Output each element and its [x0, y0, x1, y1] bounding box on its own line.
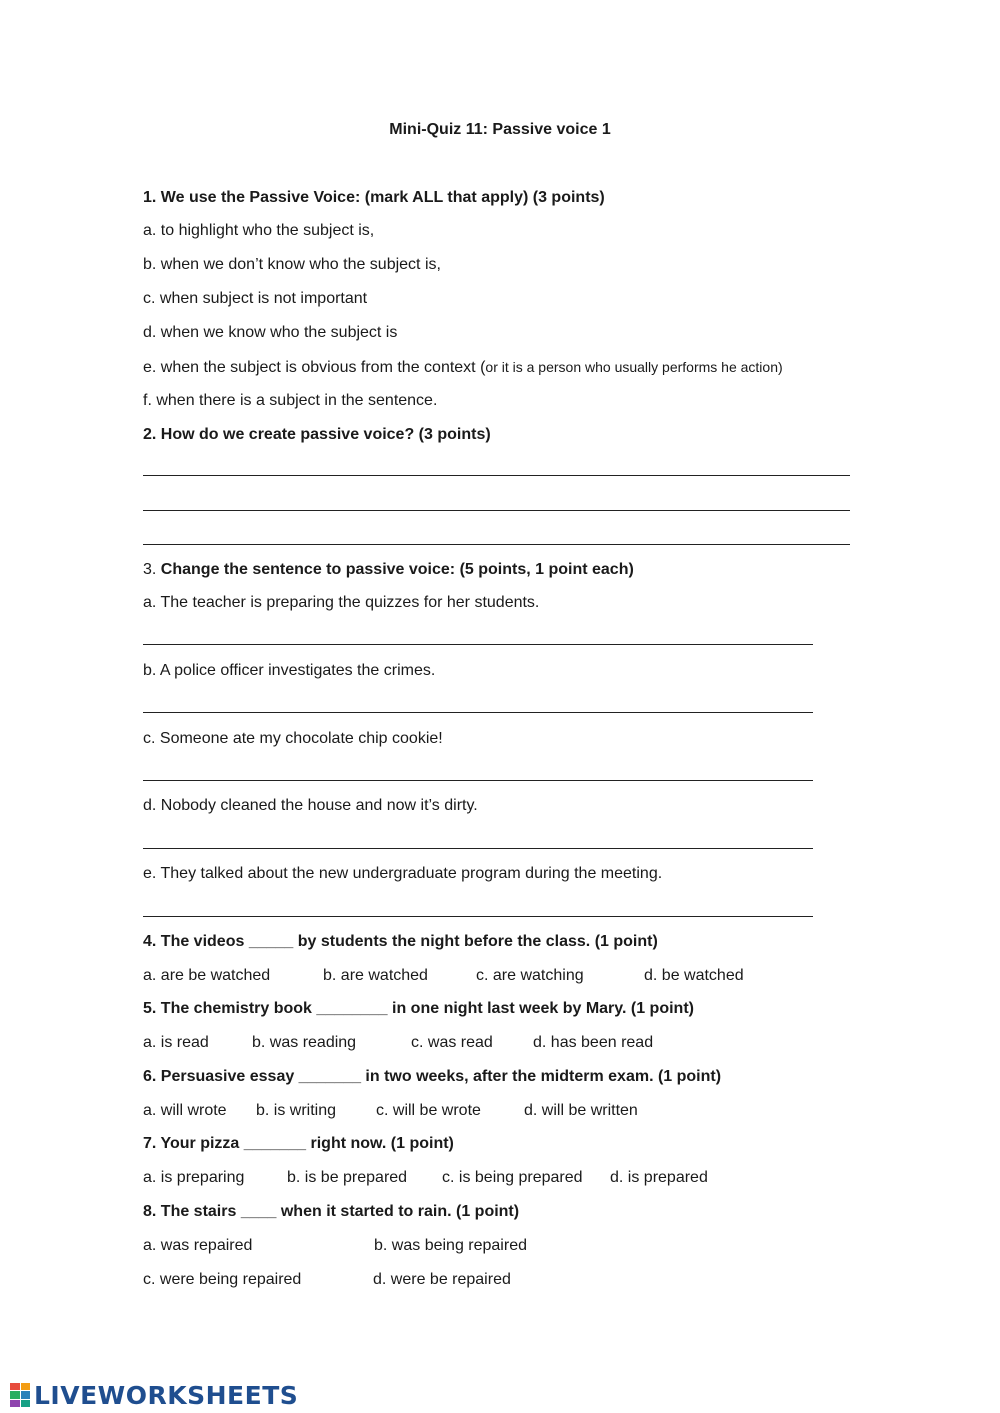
q8-option-c[interactable]: c. were being repaired [143, 1271, 302, 1288]
q2-answer-line-1[interactable] [143, 475, 850, 476]
q7-option-c[interactable]: c. is being prepared [442, 1169, 583, 1186]
q3-answer-line-d[interactable] [143, 848, 813, 849]
q7-option-d[interactable]: d. is prepared [610, 1169, 708, 1186]
q6-option-a[interactable]: a. will wrote [143, 1102, 227, 1119]
page-title: Mini-Quiz 11: Passive voice 1 [389, 121, 611, 138]
q3-answer-line-e[interactable] [143, 916, 813, 917]
q1-option-d[interactable]: d. when we know who the subject is [143, 324, 398, 341]
q8-heading: 8. The stairs ____ when it started to rain. (1 point) [143, 1203, 520, 1220]
q1-heading: 1. We use the Passive Voice: (mark ALL that apply) (3 points) [143, 189, 605, 206]
q8-option-b[interactable]: b. was being repaired [374, 1237, 527, 1254]
q1-option-c[interactable]: c. when subject is not important [143, 290, 368, 307]
q1-option-b[interactable]: b. when we don’t know who the subject is, [143, 256, 441, 273]
liveworksheets-logo [10, 1380, 298, 1410]
q8-option-d[interactable]: d. were be repaired [373, 1271, 511, 1288]
q6-option-b[interactable]: b. is writing [256, 1102, 337, 1119]
q6-option-c[interactable]: c. will be wrote [376, 1102, 481, 1119]
q1-option-e-main: e. when the subject is obvious from the context ( [143, 359, 486, 376]
q1-option-f[interactable]: f. when there is a subject in the sentence. [143, 392, 438, 409]
q6-option-d[interactable]: d. will be written [524, 1102, 638, 1119]
q8-option-a[interactable]: a. was repaired [143, 1237, 253, 1254]
q5-option-c[interactable]: c. was read [411, 1034, 493, 1051]
q3-sentence-b: b. A police officer investigates the crimes. [143, 662, 436, 679]
q5-heading: 5. The chemistry book ________ in one night last week by Mary. (1 point) [143, 1000, 694, 1017]
q2-answer-line-2[interactable] [143, 510, 850, 511]
q3-answer-line-b[interactable] [143, 712, 813, 713]
q3-sentence-d: d. Nobody cleaned the house and now it’s dirty. [143, 797, 478, 814]
q5-option-d[interactable]: d. has been read [533, 1034, 654, 1051]
logo-text: LIVEWORKSHEETS [34, 1380, 299, 1410]
q6-heading: 6. Persuasive essay _______ in two weeks, after the midterm exam. (1 point) [143, 1068, 722, 1085]
q4-option-d[interactable]: d. be watched [644, 967, 744, 984]
q4-option-c[interactable]: c. are watching [476, 967, 584, 984]
q3-heading-text: Change the sentence to passive voice: (5 points, 1 point each) [160, 561, 634, 578]
q7-heading: 7. Your pizza _______ right now. (1 point) [143, 1135, 454, 1152]
q7-option-a[interactable]: a. is preparing [143, 1169, 245, 1186]
q3-number: 3. [143, 561, 161, 578]
logo-blocks-icon [10, 1383, 30, 1407]
q1-option-a[interactable]: a. to highlight who the subject is, [143, 222, 375, 239]
q3-sentence-c: c. Someone ate my chocolate chip cookie! [143, 730, 443, 747]
q2-answer-line-3[interactable] [143, 544, 850, 545]
q7-option-b[interactable]: b. is be prepared [287, 1169, 408, 1186]
q5-option-a[interactable]: a. is read [143, 1034, 209, 1051]
q1-option-e[interactable] [143, 357, 783, 378]
q5-option-b[interactable]: b. was reading [252, 1034, 357, 1051]
q4-option-b[interactable]: b. are watched [323, 967, 428, 984]
q4-heading: 4. The videos _____ by students the night before the class. (1 point) [143, 933, 658, 950]
q3-sentence-a: a. The teacher is preparing the quizzes for her students. [143, 594, 540, 611]
q3-heading [143, 560, 634, 580]
q4-option-a[interactable]: a. are be watched [143, 967, 271, 984]
q3-answer-line-c[interactable] [143, 780, 813, 781]
q1-option-e-note: or it is a person who usually performs he action) [485, 359, 783, 375]
q2-heading: 2. How do we create passive voice? (3 points) [143, 426, 491, 443]
q3-answer-line-a[interactable] [143, 644, 813, 645]
q3-sentence-e: e. They talked about the new undergraduate program during the meeting. [143, 865, 663, 882]
